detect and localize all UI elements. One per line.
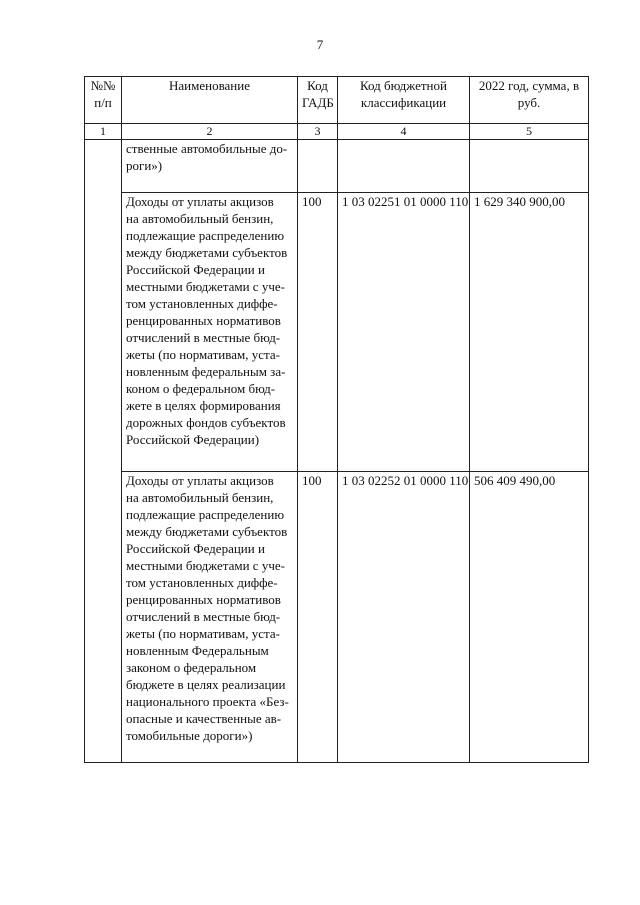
kbk-cell: 1 03 02252 01 0000 110 [338, 472, 470, 763]
name-line: роги») [126, 158, 163, 173]
table-row [85, 193, 589, 472]
name-cell [122, 193, 298, 472]
column-number: 1 [85, 124, 122, 140]
name-line: Российской Федерации и [126, 541, 265, 556]
name-line: Российской Федерации) [126, 432, 260, 447]
name-line: жете в целях формирования [126, 398, 281, 413]
table-row [85, 472, 589, 763]
column-number-row [85, 124, 589, 140]
name-line: бюджете в целях реализации [126, 677, 286, 692]
name-line: Доходы от уплаты акцизов [126, 473, 274, 488]
name-line: ренцированных нормативов [126, 313, 281, 328]
row-number-cell [85, 140, 122, 763]
column-number: 5 [470, 124, 589, 140]
header-row [85, 77, 589, 124]
name-line: подлежащие распределению [126, 228, 285, 243]
header-num: №№ п/п [85, 77, 122, 124]
name-cell [122, 140, 298, 193]
column-number: 3 [298, 124, 338, 140]
name-line: законом о федеральном [126, 660, 257, 675]
name-line: местными бюджетами с уче- [126, 279, 285, 294]
page-number: 7 [316, 37, 324, 52]
name-line: опасные и качественные ав- [126, 711, 282, 726]
gadb-cell: 100 [298, 472, 338, 763]
amount-cell: 1 629 340 900,00 [470, 193, 589, 472]
name-line: томобильные дороги») [126, 728, 253, 743]
header-kbk: Код бюджетной классификации [338, 77, 470, 124]
name-line: подлежащие распределению [126, 507, 285, 522]
name-line: Российской Федерации и [126, 262, 265, 277]
kbk-cell [338, 140, 470, 193]
name-line: том установленных диффе- [126, 575, 278, 590]
name-line: новленным Федеральным [126, 643, 269, 658]
name-line: новленным федеральным за- [126, 364, 286, 379]
name-line: ственные автомобильные до- [126, 141, 288, 156]
name-line: жеты (по нормативам, уста- [126, 626, 280, 641]
gadb-cell [298, 140, 338, 193]
amount-cell [470, 140, 589, 193]
name-line: коном о федеральном бюд- [126, 381, 276, 396]
name-line: том установленных диффе- [126, 296, 278, 311]
name-line: ренцированных нормативов [126, 592, 281, 607]
kbk-cell: 1 03 02251 01 0000 110 [338, 193, 470, 472]
name-line: дорожных фондов субъектов [126, 415, 286, 430]
column-number: 4 [338, 124, 470, 140]
column-number: 2 [122, 124, 298, 140]
name-line: местными бюджетами с уче- [126, 558, 285, 573]
table-row-continuation [85, 140, 589, 193]
header-amount: 2022 год, сумма, в руб. [470, 77, 589, 124]
name-line: отчислений в местные бюд- [126, 609, 281, 624]
name-line: на автомобильный бензин, [126, 490, 274, 505]
name-line: национального проекта «Без- [126, 694, 289, 709]
header-name: Наименование [122, 77, 298, 124]
budget-table [84, 76, 589, 763]
header-gadb: Код ГАДБ [298, 77, 338, 124]
name-line: Доходы от уплаты акцизов [126, 194, 274, 209]
name-line: между бюджетами субъектов [126, 245, 288, 260]
name-cell [122, 472, 298, 763]
name-line: между бюджетами субъектов [126, 524, 288, 539]
name-line: жеты (по нормативам, уста- [126, 347, 280, 362]
amount-cell: 506 409 490,00 [470, 472, 589, 763]
name-line: на автомобильный бензин, [126, 211, 274, 226]
gadb-cell: 100 [298, 193, 338, 472]
name-line: отчислений в местные бюд- [126, 330, 281, 345]
